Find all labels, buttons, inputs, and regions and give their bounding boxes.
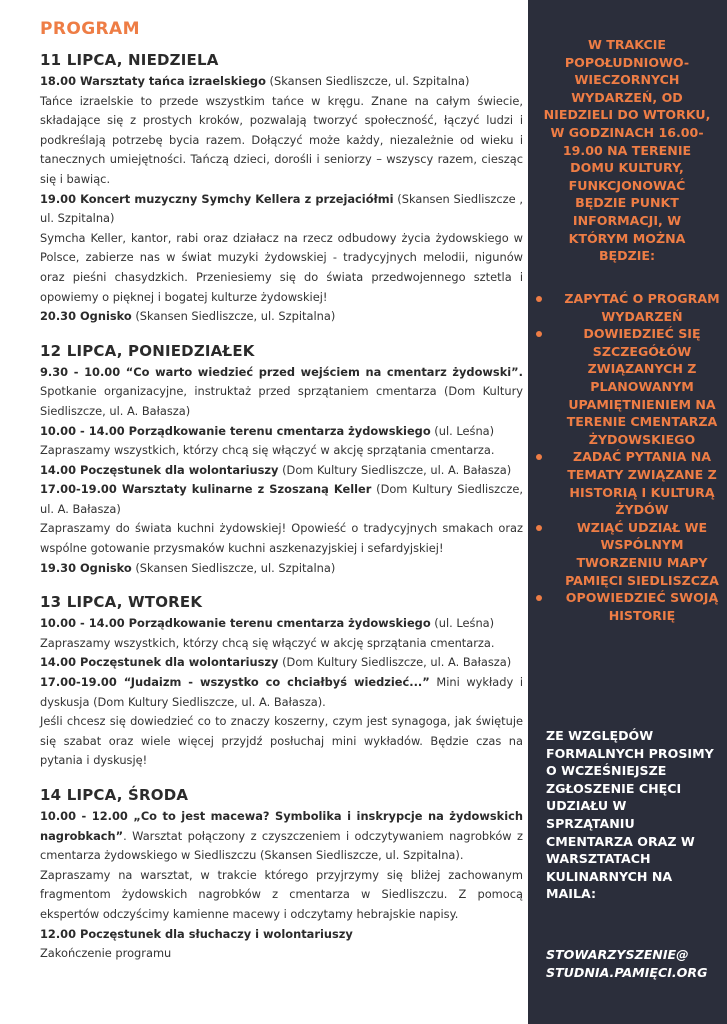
event-location: (ul. Leśna) — [430, 423, 495, 438]
bullet-item — [536, 519, 720, 589]
event-title: 19.30 Ognisko — [40, 560, 132, 575]
event-entry — [40, 559, 523, 579]
event-title: 10.00 - 14.00 Porządkowanie terenu cmentarza żydowskiego — [40, 616, 431, 631]
contact-email[interactable]: STOWARZYSZENIE@ STUDNIA.PAMIĘCI.ORG — [546, 947, 708, 980]
bullet-text: ZAPYTAĆ O PROGRAM WYDARZEŃ — [564, 291, 720, 324]
event-entry — [40, 363, 523, 422]
event-location: (Skansen Siedliszcze, ul. Szpitalna) — [131, 560, 336, 575]
event-description: Zapraszamy do świata kuchni żydowskiej! Opowieść o tradycyjnych smakach oraz wspólne gotowanie przysmaków kuchni aszkenazyjskiej i sefardyjskiej! — [40, 521, 523, 556]
bullet-dot-icon — [536, 595, 542, 601]
event-location: Mini wykłady i dyskusja (Dom Kultury Siedliszcze, ul. A. Bałasza). — [40, 675, 523, 709]
event-description: Symcha Keller, kantor, rabi oraz działacz na rzecz odbudowy życia żydowskiego w Polsce, zabierze nas w świat muzyki żydowskiej - tradycyjnych melodii, nigunów oraz pieśni chasydzkich. Przeniesiemy się do świata przedwojennego sztetla i opowiemy o pięknej i bogatej kulturze żydowskiej! — [40, 230, 523, 304]
bullet-text: WZIĄĆ UDZIAŁ WE WSPÓLNYM TWORZENIU MAPY PAMIĘCI SIEDLISZCZA — [565, 519, 719, 588]
program-day — [40, 592, 523, 771]
bullet-text: ZADAĆ PYTANIA NA TEMATY ZWIĄZANE Z HISTORIĄ I KULTURĄ ŻYDÓW — [567, 449, 717, 518]
event-title: 20.30 Ognisko — [40, 309, 132, 324]
day-heading: 13 LIPCA, WTOREK — [40, 593, 203, 612]
event-entry — [40, 72, 523, 92]
event-entry — [40, 480, 523, 519]
event-description: Zapraszamy na warsztat, w trakcie którego przyjrzymy się bliżej zachowanym fragmentom żydowskich nagrobków z cmentarza w Siedliszczu. Z pomocą ekspertów odczyścimy kamienne macewy i odczytamy hebrajskie napisy. — [40, 867, 523, 921]
day-heading: 14 LIPCA, ŚRODA — [40, 786, 189, 804]
event-location: (Skansen Siedliszcze, ul. Szpitalna) — [131, 309, 336, 324]
event-location: (Dom Kultury Siedliszcze, ul. A. Bałasza) — [278, 655, 512, 670]
event-entry — [40, 653, 523, 673]
event-entry — [40, 422, 523, 442]
program-day — [40, 341, 523, 579]
event-title: 12.00 Poczęstunek dla słuchaczy i wolontariuszy — [40, 926, 353, 941]
bullet-dot-icon — [536, 296, 542, 302]
event-entry — [40, 307, 523, 327]
event-location: (Dom Kultury Siedliszcze, ul. A. Bałasza) — [40, 482, 523, 516]
day-heading: 12 LIPCA, PONIEDZIAŁEK — [40, 341, 255, 360]
event-title: 17.00-19.00 Warsztaty kulinarne z Szoszaną Keller — [40, 482, 372, 497]
program-title: PROGRAM — [40, 19, 140, 39]
program-column — [40, 18, 523, 978]
event-location: (ul. Leśna) — [430, 616, 495, 631]
sidebar-bullet-list — [536, 290, 720, 624]
event-entry — [40, 673, 523, 712]
bullet-dot-icon — [536, 525, 542, 531]
event-entry — [40, 807, 523, 866]
bullet-list — [536, 290, 720, 624]
program-day — [40, 50, 523, 327]
event-description: Tańce izraelskie to przede wszystkim tańce w kręgu. Znane na całym świecie, składające się z prostych kroków, pozwalają tworzyć społeczność, łączyć ludzi i podkreślają potrzebę bycia razem. Dołączyć może każdy, niezależnie od wieku i tanecznych umiejętności. Tańczą dzieci, dorośli i seniorzy – wszyscy razem, ciesząc się i bawiąc. — [40, 93, 523, 186]
event-title: 14.00 Poczęstunek dla wolontariuszy — [40, 655, 279, 670]
event-entry — [40, 925, 523, 945]
event-description: Zapraszamy wszystkich, którzy chcą się włączyć w akcję sprzątania cmentarza. — [40, 635, 495, 650]
program-days — [40, 50, 523, 964]
event-location: (Skansen Siedliszcze , ul. Szpitalna) — [40, 191, 523, 226]
sidebar-formal-note: ZE WZGLĘDÓW FORMALNYCH PROSIMY O WCZEŚNIEJSZE ZGŁOSZENIE CHĘCI UDZIAŁU W SPRZĄTANIU CMENTARZA ORAZ W WARSZTATACH KULINARNYCH NA MAILA: — [546, 728, 714, 902]
bullet-item — [536, 325, 720, 448]
event-title: 17.00-19.00 “Judaizm - wszystko co chciałbyś wiedzieć...” — [40, 675, 430, 690]
bullet-dot-icon — [536, 454, 542, 460]
event-title: 10.00 - 12.00 „Co to jest macewa? Symbolika i inskrypcje na żydowskich nagrobkach” — [40, 809, 523, 843]
event-title: 14.00 Poczęstunek dla wolontariuszy — [40, 462, 279, 477]
event-description: Jeśli chcesz się dowiedzieć co to znaczy koszerny, czym jest synagoga, jak świętuje się szabat oraz wiele więcej przyjdź posłuchaj mini wykładów. Będzie czas na pytania i dyskusję! — [40, 714, 523, 768]
event-title: 9.30 - 10.00 “Co warto wiedzieć przed wejściem na cmentarz żydowski”. — [40, 364, 523, 379]
event-title: 10.00 - 14.00 Porządkowanie terenu cmentarza żydowskiego — [40, 423, 431, 438]
bullet-item — [536, 448, 720, 518]
event-title: 19.00 Koncert muzyczny Symchy Kellera z przejaciółmi — [40, 191, 394, 206]
bullet-item — [536, 589, 720, 624]
event-entry — [40, 614, 523, 634]
event-location: . Warsztat połączony z czyszczeniem i odczytywaniem nagrobków z cmentarza żydowskiego w Siedliszczu (Skansen Siedliszcze, ul. Szpitalna). — [40, 828, 523, 863]
event-location: (Skansen Siedliszcze, ul. Szpitalna) — [265, 74, 470, 88]
program-day — [40, 785, 523, 964]
event-entry — [40, 190, 523, 229]
bullet-item — [536, 290, 720, 325]
bullet-text: OPOWIEDZIEĆ SWOJĄ HISTORIĘ — [565, 590, 719, 623]
bullet-dot-icon — [536, 331, 542, 337]
event-description: Zapraszamy wszystkich, którzy chcą się włączyć w akcję sprzątania cmentarza. — [40, 443, 495, 458]
bullet-text: DOWIEDZIEĆ SIĘ SZCZEGÓŁÓW ZWIĄZANYCH Z PLANOWANYM UPAMIĘTNIENIEM NA TERENIE CMENTARZA ŻYDOWSKIEGO — [566, 326, 718, 447]
event-location: Spotkanie organizacyjne, instruktaż przed sprzątaniem cmentarza (Dom Kultury Siedliszcze, ul. A. Bałasza) — [40, 384, 523, 418]
sidebar-intro: W TRAKCIE POPOŁUDNIOWO-WIECZORNYCH WYDARZEŃ, OD NIEDZIELI DO WTORKU, W GODZINACH 16.00-19.00 NA TERENIE DOMU KULTURY, FUNKCJONOWAĆ BĘDZIE PUNKT INFORMACJI, W KTÓRYM MOŻNA BĘDZIE: — [543, 37, 711, 264]
day-heading: 11 LIPCA, NIEDZIELA — [40, 51, 219, 69]
event-description: Zakończenie programu — [40, 946, 172, 961]
info-sidebar — [528, 0, 727, 1024]
event-location: (Dom Kultury Siedliszcze, ul. A. Bałasza) — [278, 462, 512, 477]
event-entry — [40, 461, 523, 481]
event-title: 18.00 Warsztaty tańca izraelskiego — [40, 74, 266, 88]
